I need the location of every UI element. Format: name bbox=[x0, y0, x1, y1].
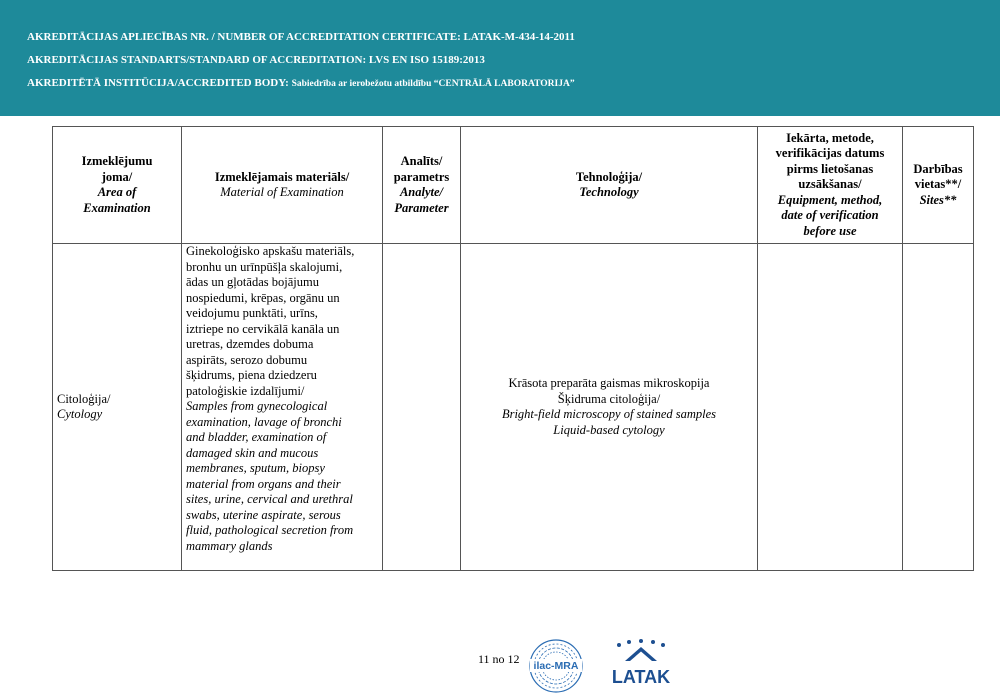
ilac-mra-logo bbox=[528, 637, 584, 695]
latak-text: LATAK bbox=[611, 667, 671, 687]
header-analyte: Analīts/ parametrs Analyte/ Parameter bbox=[383, 127, 461, 244]
cell-area: Citoloģija/ Cytology bbox=[53, 244, 182, 571]
accreditation-scope-table bbox=[52, 126, 974, 571]
latak-logo bbox=[605, 639, 677, 689]
accredited-body-label: AKREDITĒTĀ INSTITŪCIJA/ACCREDITED BODY: bbox=[27, 77, 289, 89]
table-row bbox=[53, 244, 974, 571]
table-header-row bbox=[53, 127, 974, 244]
header-equipment: Iekārta, metode, verifikācijas datums pirms lietošanas uzsākšanas/ Equipment, method, date of verification before use bbox=[758, 127, 903, 244]
header-sites: Darbības vietas**/ Sites** bbox=[903, 127, 974, 244]
cell-equipment bbox=[758, 244, 903, 571]
cell-technology: Krāsota preparāta gaismas mikroskopija Šķidruma citoloģija/ Bright-field microscopy of stained samples Liquid-based cytology bbox=[461, 244, 758, 571]
header-technology: Tehnoloģija/ Technology bbox=[461, 127, 758, 244]
page-number: 11 no 12 bbox=[478, 652, 520, 666]
cell-material: Ginekoloģisko apskašu materiāls, bronhu un urīnpūšļa skalojumi, ādas un gļotādas bojājumu nospiedumi, krēpas, orgānu un veidojumu punktāti, urīns, iztriepe no cervikālā kanāla un uretras, dzemdes dobuma aspirāts, serozo dobumu šķidrums, piena dziedzeru patoloģiskie izdalījumi/ Samples from gynecological examination, lavage of bronchi and bladder, examination of damaged skin and mucous membranes, sputum, biopsy material from organs and their sites, urine, cervical and urethral swabs, uterine aspirate, serous fluid, pathological secretion from mammary glands bbox=[182, 244, 383, 571]
header-banner bbox=[0, 0, 1000, 116]
ilac-mra-text: ilac-MRA bbox=[533, 660, 579, 672]
accredited-body-value: Sabiedrība ar ierobežotu atbildību “CENTRĀLĀ LABORATORIJA” bbox=[291, 79, 575, 89]
header-material: Izmeklējamais materiāls/ Material of Examination bbox=[182, 127, 383, 244]
cell-sites bbox=[903, 244, 974, 571]
header-area: Izmeklējumu joma/ Area of Examination bbox=[53, 127, 182, 244]
cell-analyte bbox=[383, 244, 461, 571]
accreditation-standard-line: AKREDITĀCIJAS STANDARTS/STANDARD OF ACCREDITATION: LVS EN ISO 15189:2013 bbox=[27, 54, 485, 66]
certificate-number-line: AKREDITĀCIJAS APLIECĪBAS NR. / NUMBER OF ACCREDITATION CERTIFICATE: LATAK-M-434-14-2011 bbox=[27, 31, 575, 43]
accredited-body-line bbox=[27, 77, 575, 89]
